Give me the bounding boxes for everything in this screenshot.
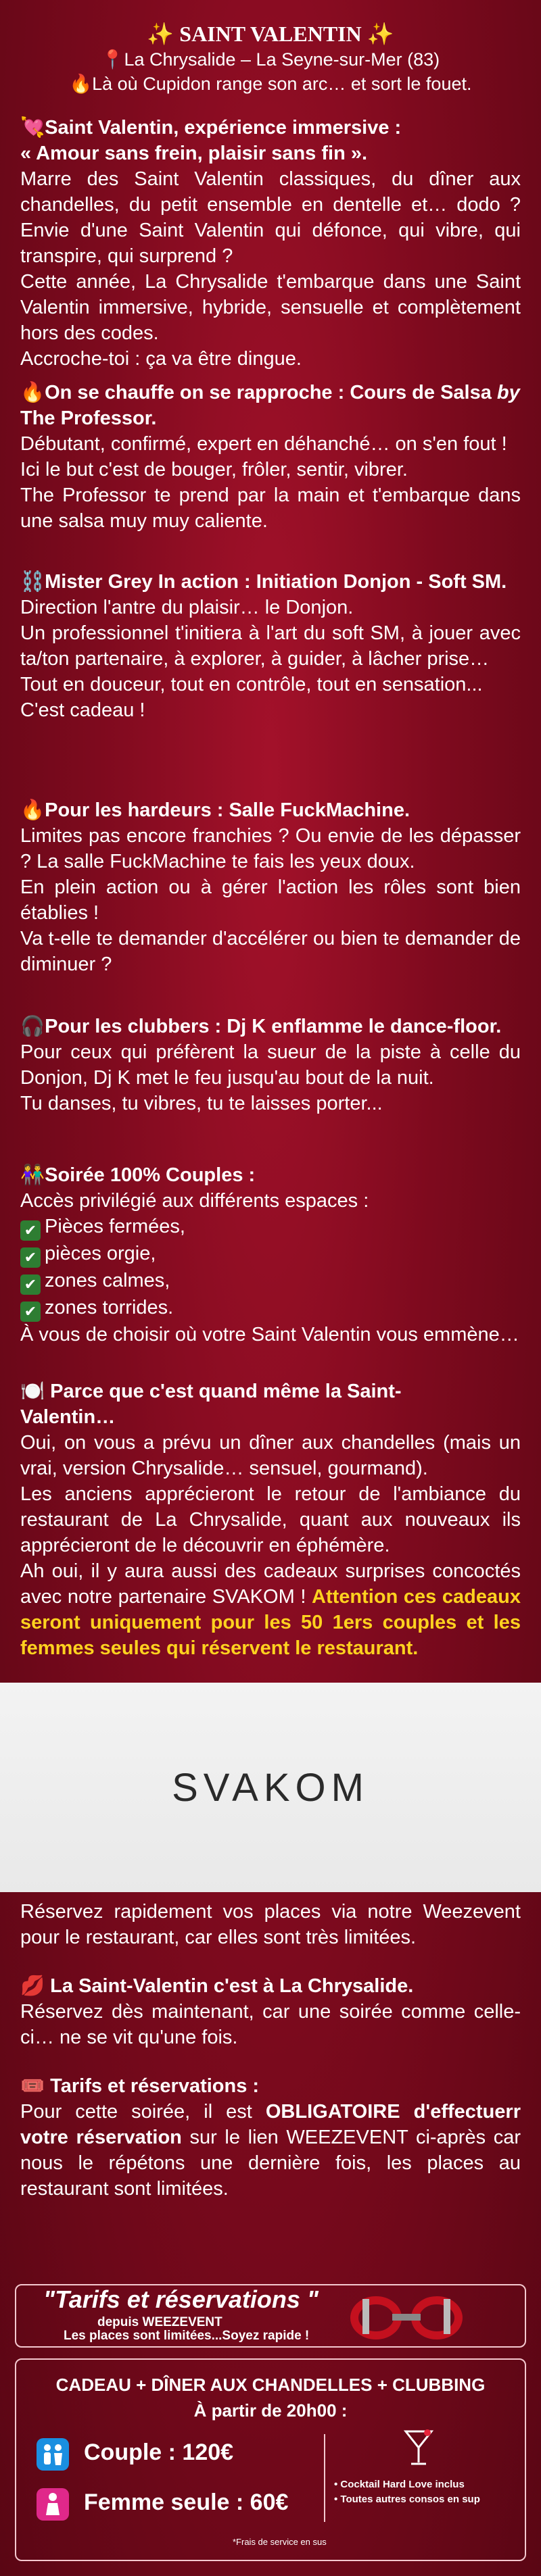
tarifs-title: "Tarifs et réservations " xyxy=(43,2285,319,2313)
fuckmachine-heading: 🔥Pour les hardeurs : Salle FuckMachine. xyxy=(20,799,410,821)
handcuffs-icon xyxy=(349,2291,464,2342)
woman-icon xyxy=(37,2488,69,2521)
intro-paragraph-2: Cette année, La Chrysalide t'embarque dans une Saint Valentin immersive, hybride, sensuelle et complètement hors des codes. xyxy=(20,271,521,344)
tarifs-notice: Les places sont limitées...Soyez rapide ! xyxy=(64,2329,310,2343)
list-item: ✔ Pièces fermées, xyxy=(20,1214,521,1241)
cocktail-icon xyxy=(403,2427,434,2468)
other-drinks: • Toutes autres consos en sup xyxy=(334,2494,480,2505)
tarifs-box[interactable] xyxy=(15,2284,526,2348)
fuckmachine-paragraph-1: Limites pas encore franchies ? Ou envie de les dépasser ? La salle FuckMachine te fais les yeux doux. xyxy=(20,825,521,872)
donjon-heading: ⛓️Mister Grey In action : Initiation Donjon - Soft SM. xyxy=(20,571,507,593)
fuckmachine-section xyxy=(0,797,541,977)
diner-paragraph-3: Ah oui, il y aura aussi des cadeaux surprises concoctés avec notre partenaire SVAKOM ! Attention ces cadeaux seront uniquement pour les 50 1ers couples et les femmes seules qui réservent le restaurant. xyxy=(20,1560,521,1659)
donjon-paragraph-3: Tout en douceur, tout en contrôle, tout en sensation... C'est cadeau ! xyxy=(20,674,483,721)
list-item: ✔ zones calmes, xyxy=(20,1268,521,1295)
check-icon: ✔ xyxy=(20,1274,41,1295)
reserve-paragraph-3: Pour cette soirée, il est OBLIGATOIRE d'effectuerr votre réservation sur le lien WEEZEVENT ci-après car nous le répétons une dernière fois, les places au restaurant sont limitées. xyxy=(20,2101,521,2200)
svakom-banner xyxy=(0,1683,541,1892)
salsa-section xyxy=(0,380,541,534)
donjon-paragraph-1: Direction l'antre du plaisir… le Donjon. xyxy=(20,597,354,618)
intro-paragraph-1: Marre des Saint Valentin classiques, du dîner aux chandelles, du petit ensemble en dentelle et… dodo ? Envie d'une Saint Valentin qui défonce, qui vibre, qui transpire, qui surprend ? xyxy=(20,168,521,267)
diner-paragraph-1: Oui, on vous a prévu un dîner aux chandelles (mais un vrai, version Chrysalide… sensuel, gourmand). xyxy=(20,1432,521,1479)
intro-heading: 💘Saint Valentin, expérience immersive : xyxy=(20,117,402,139)
dj-paragraph-2: Tu danses, tu vibres, tu te laisses porter... xyxy=(20,1093,383,1114)
fuckmachine-paragraph-2: En plein action ou à gérer l'action les rôles sont bien établies ! xyxy=(20,876,521,924)
salsa-paragraph-1: Débutant, confirmé, expert en déhanché… on s'en fout ! xyxy=(20,433,507,455)
dj-heading: 🎧Pour les clubbers : Dj K enflamme le dance-floor. xyxy=(20,1016,502,1037)
fuckmachine-paragraph-3: Va t-elle te demander d'accélérer ou bien te demander de diminuer ? xyxy=(20,928,521,975)
price-couple: Couple : 120€ xyxy=(84,2439,234,2465)
dj-section xyxy=(0,1014,541,1116)
page-title: ✨ SAINT VALENTIN ✨ xyxy=(147,22,394,46)
check-icon: ✔ xyxy=(20,1302,41,1322)
reserve-section xyxy=(0,1899,541,2202)
salsa-heading: 🔥On se chauffe on se rapproche : Cours de Salsa by The Professor. xyxy=(20,382,520,429)
reserve-heading-2: 💋 La Saint-Valentin c'est à La Chrysalide. xyxy=(20,1975,414,1997)
donjon-section xyxy=(0,569,541,723)
intro-paragraph-3: Accroche-toi : ça va être dingue. xyxy=(20,348,302,370)
diner-section xyxy=(0,1379,541,1661)
reserve-paragraph-2: Réservez dès maintenant, car une soirée comme celle-ci… ne se vit qu'une fois. xyxy=(20,2001,521,2048)
tagline: 🔥Là où Cupidon range son arc… et sort le fouet. xyxy=(69,74,472,94)
reserve-heading-3: 🎟️ Tarifs et réservations : xyxy=(20,2075,260,2097)
donjon-paragraph-2: Un professionnel t'initiera à l'art du soft SM, à jouer avec ta/ton partenaire, à explorer, à guider, à lâcher prise… xyxy=(20,622,521,670)
tarifs-subtitle: depuis WEEZEVENT xyxy=(97,2315,222,2329)
deal-box xyxy=(15,2358,526,2561)
intro-quote: « Amour sans frein, plaisir sans fin ». xyxy=(20,143,368,164)
divider xyxy=(324,2434,325,2522)
cocktail-included: • Cocktail Hard Love inclus xyxy=(334,2479,465,2490)
diner-paragraph-2: Les anciens apprécieront le retour de l'ambiance du restaurant de La Chrysalide, quant aux nouveaux ils apprécieront de le découvrir en éphémère. xyxy=(20,1483,521,1556)
reserve-paragraph-1: Réservez rapidement vos places via notre Weezevent pour le restaurant, car elles sont très limitées. xyxy=(20,1901,521,1948)
salsa-paragraph-3: The Professor te prend par la main et t'embarque dans une salsa muy muy caliente. xyxy=(20,485,521,532)
service-fee-note: *Frais de service en sus xyxy=(233,2537,327,2547)
diner-heading: 🍽️ Parce que c'est quand même la Saint-Valentin… xyxy=(20,1381,402,1428)
salsa-paragraph-2: Ici le but c'est de bouger, frôler, sentir, vibrer. xyxy=(20,459,408,480)
couple-icon xyxy=(37,2438,69,2471)
check-icon: ✔ xyxy=(20,1247,41,1268)
couples-section xyxy=(0,1162,541,1347)
location-line: 📍La Chrysalide – La Seyne-sur-Mer (83) xyxy=(101,49,440,70)
couples-paragraph-2: À vous de choisir où votre Saint Valentin vous emmène… xyxy=(20,1324,519,1345)
svakom-logo: SVAKOM xyxy=(172,1765,369,1810)
dj-paragraph-1: Pour ceux qui préfèrent la sueur de la piste à celle du Donjon, Dj K met le feu jusqu'au bout de la nuit. xyxy=(20,1041,521,1089)
list-item: ✔ pièces orgie, xyxy=(20,1241,521,1268)
deal-start-time: À partir de 20h00 : xyxy=(193,2400,348,2421)
check-icon: ✔ xyxy=(20,1220,41,1241)
couples-paragraph-1: Accès privilégié aux différents espaces : xyxy=(20,1190,369,1212)
header xyxy=(0,20,541,96)
price-woman: Femme seule : 60€ xyxy=(84,2490,289,2515)
intro-section xyxy=(0,115,541,372)
deal-title: CADEAU + DÎNER AUX CHANDELLES + CLUBBING xyxy=(55,2375,486,2395)
list-item: ✔ zones torrides. xyxy=(20,1295,521,1322)
couples-heading: 👫Soirée 100% Couples : xyxy=(20,1164,256,1186)
